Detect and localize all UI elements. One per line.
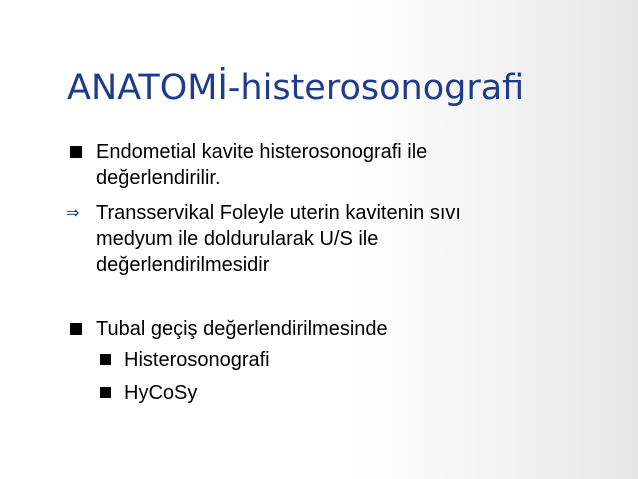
double-arrow-icon: ⇒ — [66, 203, 80, 222]
bullet-item — [96, 139, 576, 191]
bullet-item — [66, 200, 576, 278]
sub-bullet-text: HyCoSy — [124, 382, 198, 404]
sub-bullet-item — [124, 347, 544, 373]
sub-bullet-text: Histerosonografi — [124, 349, 270, 371]
bullet-text: Endometial kavite histerosonografi ile değerlendirilir. — [96, 141, 428, 189]
bullet-text: Tubal geçiş değerlendirilmesinde — [96, 318, 388, 340]
square-bullet-icon — [100, 387, 111, 398]
slide-title: ANATOMİ-histerosonografi — [67, 68, 525, 108]
bullet-text: Transservikal Foleyle uterin kavitenin sıvı medyum ile doldurularak U/S ile değerlendirilmesidir — [96, 202, 461, 276]
square-bullet-icon — [70, 146, 82, 158]
bullet-item — [96, 316, 576, 342]
square-bullet-icon — [100, 354, 111, 365]
sub-bullet-item — [124, 380, 544, 406]
square-bullet-icon — [70, 323, 82, 335]
